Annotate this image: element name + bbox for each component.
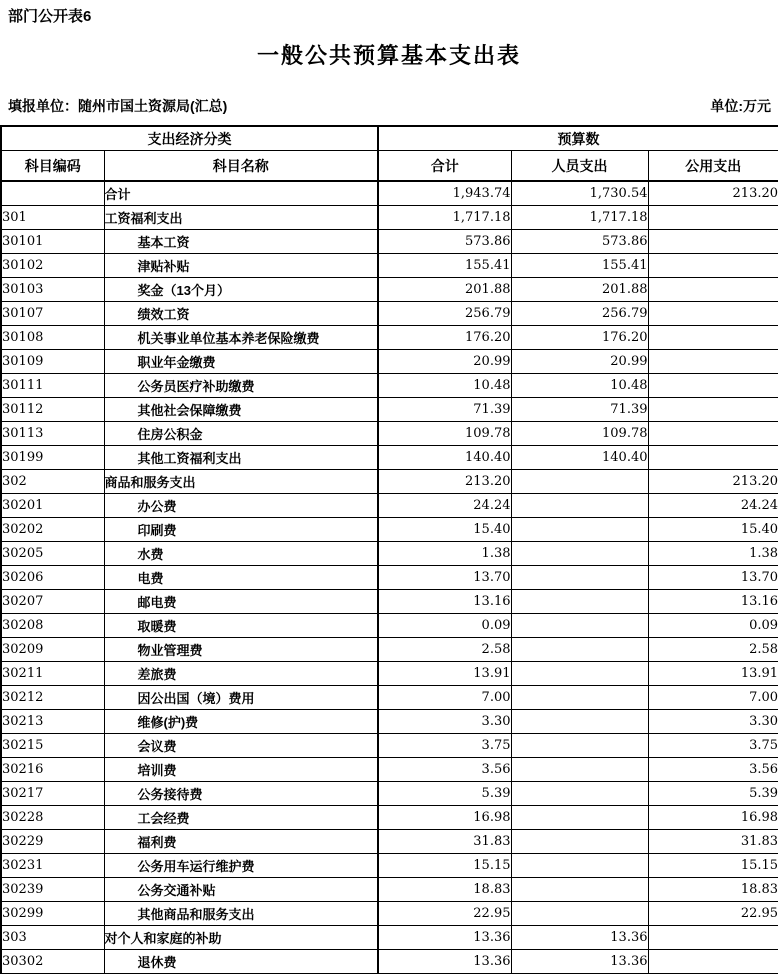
- cell-subject-name: 住房公积金: [104, 422, 378, 446]
- cell-subject-code: 30109: [1, 350, 104, 374]
- table-row: [1, 374, 778, 398]
- table-header: [1, 126, 778, 181]
- cell-personnel-amount: 155.41: [511, 254, 648, 278]
- cell-total-amount: 5.39: [378, 782, 511, 806]
- column-header-personnel: 人员支出: [511, 151, 648, 182]
- cell-total-amount: 0.09: [378, 614, 511, 638]
- cell-personnel-amount: [511, 758, 648, 782]
- cell-personnel-amount: [511, 566, 648, 590]
- table-row: [1, 398, 778, 422]
- table-row: [1, 542, 778, 566]
- cell-subject-code: 30202: [1, 518, 104, 542]
- table-row: [1, 686, 778, 710]
- cell-subject-code: 30108: [1, 326, 104, 350]
- cell-personnel-amount: 109.78: [511, 422, 648, 446]
- cell-subject-code: 30103: [1, 278, 104, 302]
- cell-subject-code: 30199: [1, 446, 104, 470]
- budget-table: [0, 125, 778, 974]
- cell-total-amount: 13.36: [378, 926, 511, 950]
- cell-personnel-amount: 1,730.54: [511, 181, 648, 206]
- cell-subject-name: 邮电费: [104, 590, 378, 614]
- cell-personnel-amount: [511, 806, 648, 830]
- cell-subject-name: 差旅费: [104, 662, 378, 686]
- column-header-total: 合计: [378, 151, 511, 182]
- cell-public-amount: 213.20: [648, 181, 778, 206]
- cell-subject-code: 30213: [1, 710, 104, 734]
- cell-subject-code: 30101: [1, 230, 104, 254]
- cell-subject-code: 30239: [1, 878, 104, 902]
- cell-total-amount: 13.16: [378, 590, 511, 614]
- cell-personnel-amount: [511, 494, 648, 518]
- cell-subject-code: 30111: [1, 374, 104, 398]
- cell-subject-code: 30107: [1, 302, 104, 326]
- cell-personnel-amount: [511, 710, 648, 734]
- cell-total-amount: 176.20: [378, 326, 511, 350]
- cell-total-amount: 109.78: [378, 422, 511, 446]
- table-row: [1, 710, 778, 734]
- cell-public-amount: [648, 206, 778, 230]
- cell-public-amount: [648, 326, 778, 350]
- cell-subject-code: 30205: [1, 542, 104, 566]
- table-row: [1, 302, 778, 326]
- cell-subject-name: 绩效工资: [104, 302, 378, 326]
- cell-public-amount: 18.83: [648, 878, 778, 902]
- cell-personnel-amount: [511, 518, 648, 542]
- cell-total-amount: 71.39: [378, 398, 511, 422]
- page-title: 一般公共预算基本支出表: [256, 43, 521, 68]
- cell-subject-name: 合计: [104, 181, 378, 206]
- cell-total-amount: 2.58: [378, 638, 511, 662]
- table-body: [1, 181, 778, 974]
- cell-subject-name: 会议费: [104, 734, 378, 758]
- cell-public-amount: 13.16: [648, 590, 778, 614]
- group-header-classification: 支出经济分类: [1, 126, 378, 151]
- cell-public-amount: [648, 398, 778, 422]
- table-row: [1, 950, 778, 974]
- cell-personnel-amount: [511, 590, 648, 614]
- cell-subject-name: 取暖费: [104, 614, 378, 638]
- table-row: [1, 326, 778, 350]
- meta-row: [0, 98, 778, 114]
- cell-total-amount: 18.83: [378, 878, 511, 902]
- cell-personnel-amount: 13.36: [511, 950, 648, 974]
- cell-subject-code: 30201: [1, 494, 104, 518]
- cell-public-amount: [648, 350, 778, 374]
- table-row: [1, 854, 778, 878]
- cell-personnel-amount: [511, 902, 648, 926]
- unit-note-label: 单位:万元: [710, 98, 771, 114]
- cell-subject-name: 机关事业单位基本养老保险缴费: [104, 326, 378, 350]
- cell-subject-code: 301: [1, 206, 104, 230]
- cell-subject-code: 30299: [1, 902, 104, 926]
- cell-subject-name: 职业年金缴费: [104, 350, 378, 374]
- cell-public-amount: 7.00: [648, 686, 778, 710]
- cell-subject-name: 电费: [104, 566, 378, 590]
- cell-subject-name: 商品和服务支出: [104, 470, 378, 494]
- cell-subject-name: 办公费: [104, 494, 378, 518]
- cell-total-amount: 573.86: [378, 230, 511, 254]
- cell-subject-code: 30217: [1, 782, 104, 806]
- cell-public-amount: 3.30: [648, 710, 778, 734]
- cell-subject-name: 水费: [104, 542, 378, 566]
- cell-total-amount: 3.30: [378, 710, 511, 734]
- cell-personnel-amount: 13.36: [511, 926, 648, 950]
- cell-total-amount: 155.41: [378, 254, 511, 278]
- cell-subject-code: 30212: [1, 686, 104, 710]
- cell-subject-name: 公务交通补贴: [104, 878, 378, 902]
- cell-public-amount: 3.75: [648, 734, 778, 758]
- cell-subject-name: 其他商品和服务支出: [104, 902, 378, 926]
- cell-subject-name: 福利费: [104, 830, 378, 854]
- cell-subject-name: 工会经费: [104, 806, 378, 830]
- cell-subject-code: 30206: [1, 566, 104, 590]
- cell-subject-code: 30102: [1, 254, 104, 278]
- column-header-name: 科目名称: [104, 151, 378, 182]
- cell-subject-name: 津贴补贴: [104, 254, 378, 278]
- table-row: [1, 662, 778, 686]
- cell-personnel-amount: [511, 854, 648, 878]
- table-row: [1, 878, 778, 902]
- group-header-budget: 预算数: [378, 126, 778, 151]
- cell-public-amount: 15.40: [648, 518, 778, 542]
- cell-total-amount: 256.79: [378, 302, 511, 326]
- cell-subject-code: 30208: [1, 614, 104, 638]
- cell-subject-name: 培训费: [104, 758, 378, 782]
- cell-subject-name: 基本工资: [104, 230, 378, 254]
- cell-subject-code: 302: [1, 470, 104, 494]
- cell-subject-name: 公务用车运行维护费: [104, 854, 378, 878]
- cell-personnel-amount: [511, 638, 648, 662]
- cell-public-amount: [648, 374, 778, 398]
- cell-subject-name: 其他工资福利支出: [104, 446, 378, 470]
- cell-subject-code: 30113: [1, 422, 104, 446]
- table-row: [1, 782, 778, 806]
- cell-subject-code: 30229: [1, 830, 104, 854]
- cell-public-amount: 3.56: [648, 758, 778, 782]
- cell-total-amount: 1.38: [378, 542, 511, 566]
- cell-total-amount: 1,717.18: [378, 206, 511, 230]
- cell-total-amount: 7.00: [378, 686, 511, 710]
- cell-public-amount: 5.39: [648, 782, 778, 806]
- table-row: [1, 422, 778, 446]
- cell-public-amount: 2.58: [648, 638, 778, 662]
- cell-total-amount: 16.98: [378, 806, 511, 830]
- table-row: [1, 902, 778, 926]
- cell-public-amount: 24.24: [648, 494, 778, 518]
- table-row: [1, 350, 778, 374]
- cell-total-amount: 1,943.74: [378, 181, 511, 206]
- cell-total-amount: 140.40: [378, 446, 511, 470]
- cell-subject-name: 其他社会保障缴费: [104, 398, 378, 422]
- cell-total-amount: 201.88: [378, 278, 511, 302]
- cell-personnel-amount: [511, 830, 648, 854]
- cell-total-amount: 13.36: [378, 950, 511, 974]
- cell-subject-code: 30231: [1, 854, 104, 878]
- cell-personnel-amount: 10.48: [511, 374, 648, 398]
- cell-subject-code: 30209: [1, 638, 104, 662]
- cell-personnel-amount: [511, 734, 648, 758]
- cell-total-amount: 22.95: [378, 902, 511, 926]
- column-header-row: [1, 151, 778, 182]
- cell-subject-name: 公务员医疗补助缴费: [104, 374, 378, 398]
- cell-subject-code: 30228: [1, 806, 104, 830]
- cell-subject-name: 印刷费: [104, 518, 378, 542]
- cell-total-amount: 3.75: [378, 734, 511, 758]
- table-row: [1, 638, 778, 662]
- cell-public-amount: 22.95: [648, 902, 778, 926]
- cell-public-amount: 1.38: [648, 542, 778, 566]
- table-row: [1, 446, 778, 470]
- cell-public-amount: [648, 926, 778, 950]
- cell-total-amount: 20.99: [378, 350, 511, 374]
- cell-public-amount: 213.20: [648, 470, 778, 494]
- cell-public-amount: 15.15: [648, 854, 778, 878]
- cell-subject-name: 因公出国（境）费用: [104, 686, 378, 710]
- table-row: [1, 566, 778, 590]
- cell-personnel-amount: [511, 782, 648, 806]
- cell-personnel-amount: 140.40: [511, 446, 648, 470]
- cell-public-amount: 13.91: [648, 662, 778, 686]
- table-row: [1, 181, 778, 206]
- cell-personnel-amount: 176.20: [511, 326, 648, 350]
- cell-public-amount: 31.83: [648, 830, 778, 854]
- cell-public-amount: 16.98: [648, 806, 778, 830]
- table-row: [1, 926, 778, 950]
- cell-subject-name: 维修(护)费: [104, 710, 378, 734]
- table-row: [1, 254, 778, 278]
- table-row: [1, 206, 778, 230]
- table-row: [1, 470, 778, 494]
- cell-personnel-amount: [511, 686, 648, 710]
- table-row: [1, 590, 778, 614]
- cell-total-amount: 213.20: [378, 470, 511, 494]
- cell-personnel-amount: [511, 470, 648, 494]
- cell-total-amount: 15.40: [378, 518, 511, 542]
- doc-label: 部门公开表6: [8, 8, 92, 25]
- cell-personnel-amount: 201.88: [511, 278, 648, 302]
- cell-subject-name: 公务接待费: [104, 782, 378, 806]
- column-header-public: 公用支出: [648, 151, 778, 182]
- cell-subject-code: 30112: [1, 398, 104, 422]
- cell-total-amount: 13.91: [378, 662, 511, 686]
- cell-public-amount: [648, 422, 778, 446]
- cell-subject-name: 退休费: [104, 950, 378, 974]
- cell-public-amount: [648, 446, 778, 470]
- cell-personnel-amount: 1,717.18: [511, 206, 648, 230]
- cell-public-amount: 13.70: [648, 566, 778, 590]
- table-row: [1, 830, 778, 854]
- cell-personnel-amount: [511, 662, 648, 686]
- table-row: [1, 230, 778, 254]
- cell-public-amount: [648, 278, 778, 302]
- cell-public-amount: 0.09: [648, 614, 778, 638]
- cell-total-amount: 13.70: [378, 566, 511, 590]
- cell-personnel-amount: [511, 878, 648, 902]
- cell-subject-name: 奖金（13个月）: [104, 278, 378, 302]
- report-unit-label: 填报单位：随州市国土资源局(汇总): [8, 98, 228, 114]
- cell-total-amount: 3.56: [378, 758, 511, 782]
- table-row: [1, 758, 778, 782]
- cell-personnel-amount: 20.99: [511, 350, 648, 374]
- cell-public-amount: [648, 230, 778, 254]
- cell-public-amount: [648, 254, 778, 278]
- cell-total-amount: 10.48: [378, 374, 511, 398]
- cell-subject-name: 对个人和家庭的补助: [104, 926, 378, 950]
- table-row: [1, 518, 778, 542]
- cell-subject-code: 303: [1, 926, 104, 950]
- table-row: [1, 614, 778, 638]
- cell-subject-code: [1, 181, 104, 206]
- cell-subject-code: 30302: [1, 950, 104, 974]
- cell-public-amount: [648, 950, 778, 974]
- cell-personnel-amount: 71.39: [511, 398, 648, 422]
- cell-subject-name: 物业管理费: [104, 638, 378, 662]
- cell-personnel-amount: 573.86: [511, 230, 648, 254]
- cell-personnel-amount: 256.79: [511, 302, 648, 326]
- cell-total-amount: 31.83: [378, 830, 511, 854]
- cell-subject-name: 工资福利支出: [104, 206, 378, 230]
- cell-subject-code: 30215: [1, 734, 104, 758]
- table-row: [1, 494, 778, 518]
- cell-subject-code: 30207: [1, 590, 104, 614]
- cell-total-amount: 15.15: [378, 854, 511, 878]
- table-row: [1, 278, 778, 302]
- cell-public-amount: [648, 302, 778, 326]
- table-row: [1, 806, 778, 830]
- cell-subject-code: 30211: [1, 662, 104, 686]
- cell-personnel-amount: [511, 614, 648, 638]
- cell-subject-code: 30216: [1, 758, 104, 782]
- group-header-row: [1, 126, 778, 151]
- table-row: [1, 734, 778, 758]
- column-header-code: 科目编码: [1, 151, 104, 182]
- cell-total-amount: 24.24: [378, 494, 511, 518]
- cell-personnel-amount: [511, 542, 648, 566]
